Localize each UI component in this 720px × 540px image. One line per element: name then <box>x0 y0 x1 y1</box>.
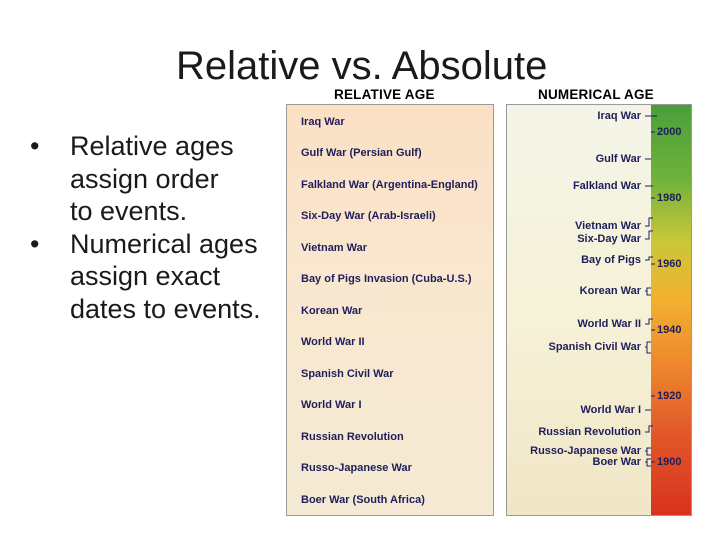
bullet-glyph: • <box>30 228 40 259</box>
relative-event: Iraq War <box>301 116 345 128</box>
numerical-event: World War I <box>580 404 641 416</box>
numerical-event: Boer War <box>592 456 641 468</box>
numerical-event: Falkland War <box>572 180 641 192</box>
numerical-event: Six-Day War <box>577 233 641 245</box>
relative-event: Gulf War (Persian Gulf) <box>301 147 422 159</box>
relative-event: Spanish Civil War <box>301 368 394 380</box>
bullet-text-numerical: Numerical ages assign exact dates to events. <box>70 228 261 324</box>
numerical-event: Spanish Civil War <box>548 341 641 353</box>
year-label: 1900 <box>657 456 682 468</box>
age-comparison-figure <box>284 82 694 518</box>
relative-event: Boer War (South Africa) <box>301 494 425 506</box>
bullet-text-relative: Relative ages assign order to events. <box>70 131 234 226</box>
bullet-glyph: • <box>30 131 40 161</box>
numerical-event: Gulf War <box>595 153 641 165</box>
relative-event: Vietnam War <box>301 242 368 254</box>
numerical-event: Russo-Japanese War <box>530 445 641 457</box>
relative-event: World War II <box>301 336 365 348</box>
year-label: 2000 <box>657 126 682 138</box>
relative-event: Falkland War (Argentina-England) <box>301 179 478 191</box>
relative-event: Russian Revolution <box>301 431 404 443</box>
numerical-age-panel <box>506 104 692 516</box>
relative-age-heading: RELATIVE AGE <box>334 87 435 102</box>
bullet-item <box>30 228 290 326</box>
numerical-event: Korean War <box>579 285 641 297</box>
relative-age-panel <box>286 104 494 516</box>
year-label: 1980 <box>657 192 682 204</box>
numerical-event: Bay of Pigs <box>581 254 641 266</box>
relative-event: Bay of Pigs Invasion (Cuba-U.S.) <box>301 273 472 285</box>
numerical-event: World War II <box>577 318 641 330</box>
year-label: 1940 <box>657 324 682 336</box>
relative-event: Six-Day War (Arab-Israeli) <box>301 210 436 222</box>
relative-event: Korean War <box>301 305 363 317</box>
numerical-event: Iraq War <box>597 110 641 122</box>
year-label: 1960 <box>657 258 682 270</box>
relative-event: World War I <box>301 399 362 411</box>
bullet-list <box>30 130 290 325</box>
numerical-event: Vietnam War <box>574 220 641 232</box>
bullet-item <box>30 130 290 228</box>
relative-event: Russo-Japanese War <box>301 462 412 474</box>
numerical-age-heading: NUMERICAL AGE <box>538 87 654 102</box>
year-label: 1920 <box>657 390 682 402</box>
numerical-event: Russian Revolution <box>538 426 641 438</box>
slide-title: Relative vs. Absolute <box>176 44 548 88</box>
